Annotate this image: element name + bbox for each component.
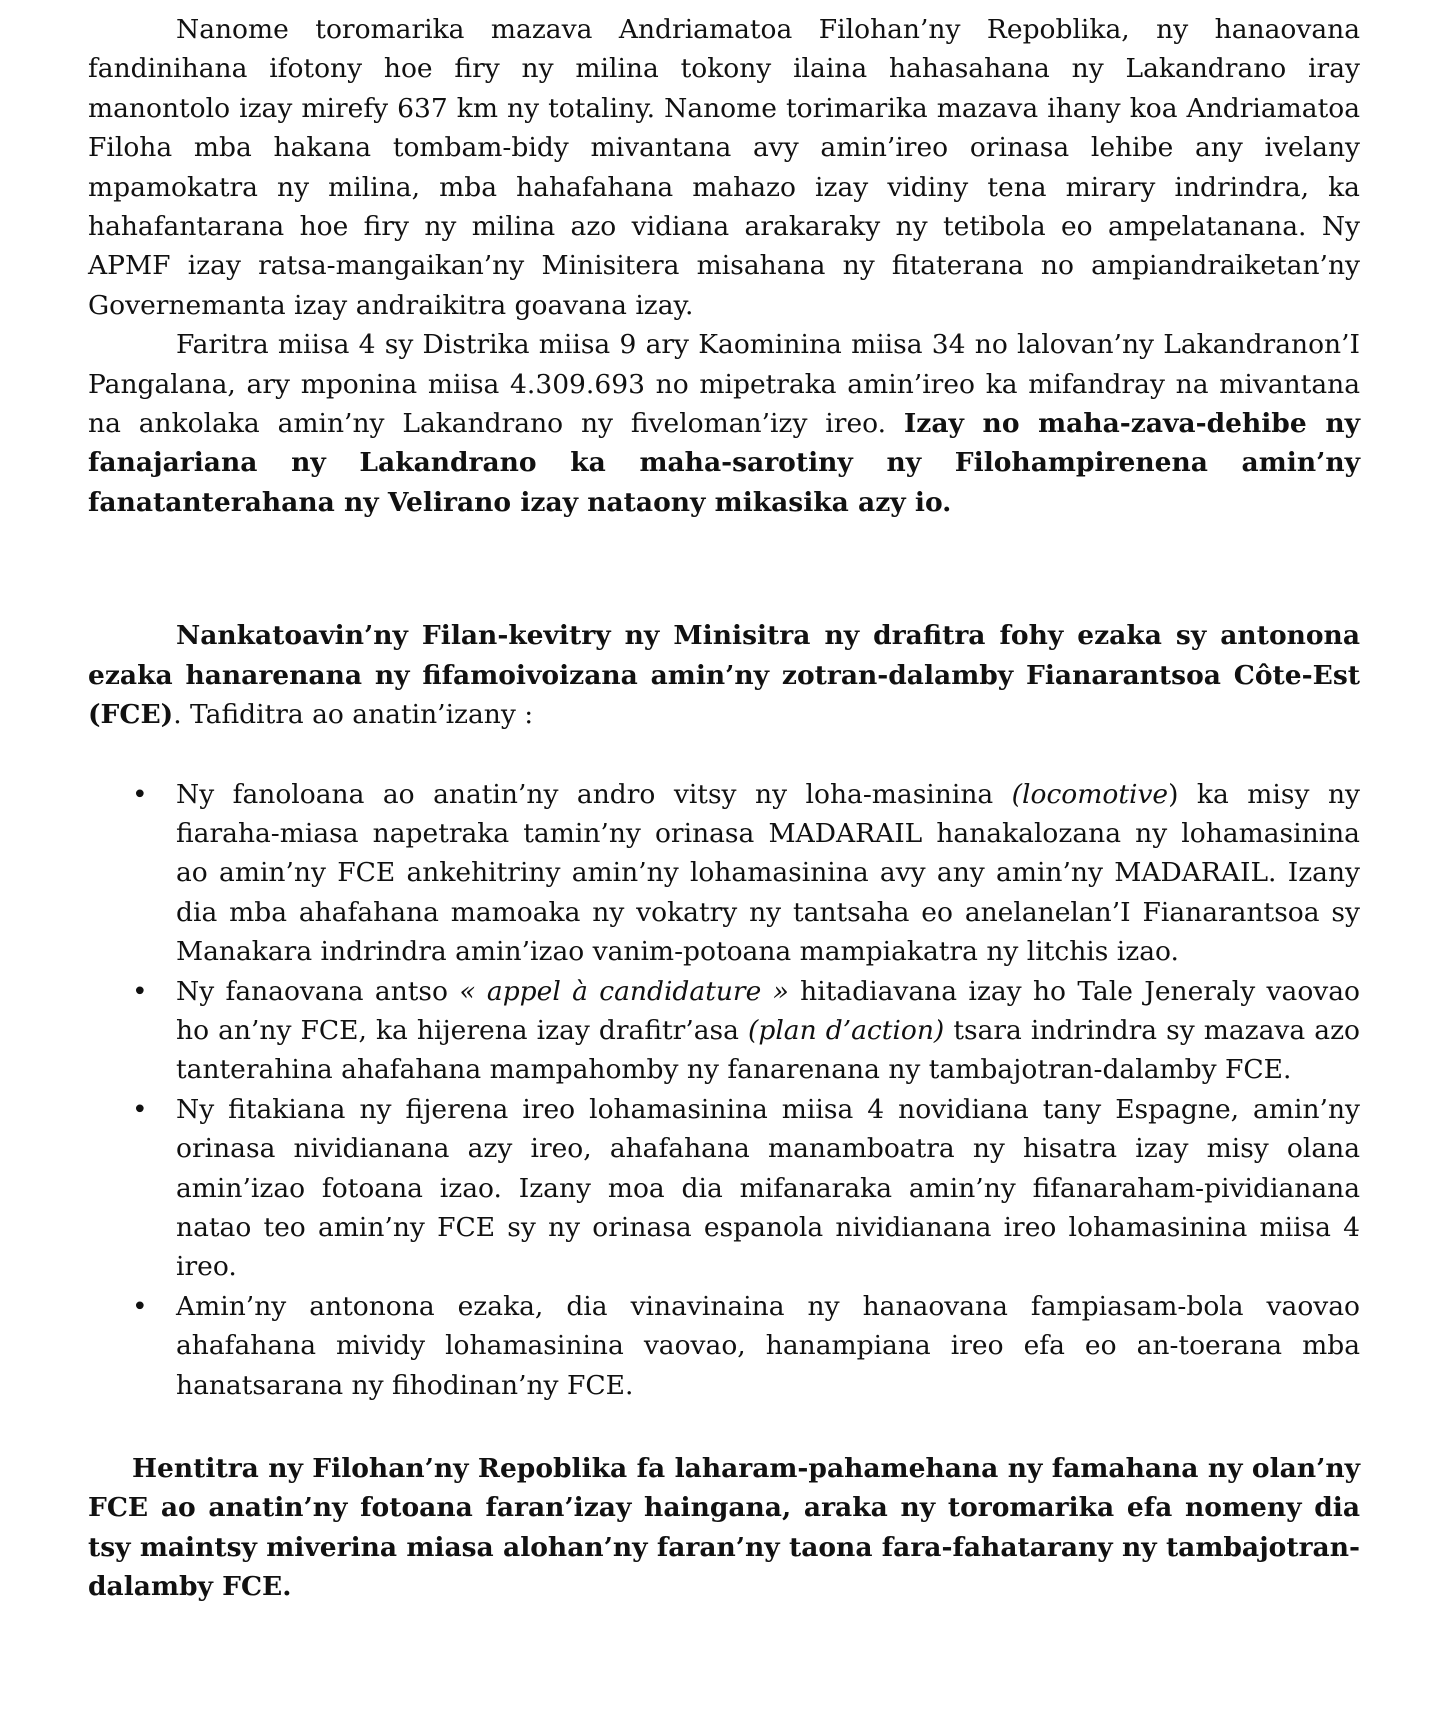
closing-paragraph bbox=[88, 1449, 1360, 1607]
section-heading-bold: Nankatoavin’ny Filan-kevitry ny Minisitra ny drafitra fohy ezaka sy antonona ezaka hanarenana ny fifamoivoizana amin’ny zotran-dalamby Fianarantsoa Côte-Est (FCE) bbox=[88, 620, 1360, 731]
bullet-icon: • bbox=[132, 1093, 148, 1125]
bullet-icon: • bbox=[132, 1290, 148, 1322]
list-item-text: Ny fitakiana ny fijerena ireo lohamasinina miisa 4 novidiana tany Espagne, amin’ny orinasa nividianana azy ireo, ahafahana manamboatra ny hisatra izay misy olana amin’izao fotoana izao. Izany moa dia mifanaraka amin’ny fifanaraham-pividianana natao teo amin’ny FCE sy ny orinasa espanola nividianana ireo lohamasinina miisa 4 ireo. bbox=[176, 1093, 1360, 1283]
paragraph-1-text: Nanome toromarika mazava Andriamatoa Filohan’ny Repoblika, ny hanaovana fandinihana ifotony hoe firy ny milina tokony ilaina hahasahana ny Lakandrano iray manontolo izay mirefy 637 km ny totaliny. Nanome torimarika mazava ihany koa Andriamatoa Filoha mba hakana tombam-bidy mivantana avy amin’ireo orinasa lehibe any ivelany mpamokatra ny milina, mba hahafahana mahazo izay vidiny tena mirary indrindra, ka hahafantarana hoe firy ny milina azo vidiana arakaraky ny tetibola eo ampelatanana. Ny APMF izay ratsa-mangaikan’ny Minisitera misahana ny fitaterana no ampiandraiketan’ny Governemanta izay andraikitra goavana izay. bbox=[88, 14, 1360, 321]
list-item bbox=[88, 972, 1360, 1090]
closing-gap bbox=[88, 1405, 1360, 1449]
bullet-icon: • bbox=[132, 975, 148, 1007]
section-heading-fce bbox=[88, 616, 1360, 734]
list-gap bbox=[88, 735, 1360, 775]
list-item-text: ) ka misy ny fiaraha-miasa napetraka tamin’ny orinasa MADARAIL hanakalozana ny lohamasinina ao amin’ny FCE ankehitriny amin’ny lohamasinina avy any amin’ny MADARAIL. Izany dia mba ahafahana mamoaka ny vokatry ny tantsaha eo anelanelan’I Fianarantsoa sy Manakara indrindra amin’izao vanim-potoana mampiakatra ny litchis izao. bbox=[176, 778, 1360, 968]
paragraph-pangalana-canal bbox=[88, 325, 1360, 522]
list-item bbox=[88, 1090, 1360, 1287]
list-item-text: Ny fanoloana ao anatin’ny andro vitsy ny loha-masinina bbox=[176, 778, 1012, 810]
document-page bbox=[88, 10, 1360, 1607]
section-heading-rest: . Tafiditra ao anatin’izany : bbox=[173, 699, 534, 731]
list-item bbox=[88, 1287, 1360, 1405]
list-item-italic: (plan d’action) bbox=[748, 1014, 945, 1046]
bullet-icon: • bbox=[132, 778, 148, 810]
list-item bbox=[88, 775, 1360, 972]
closing-text: Hentitra ny Filohan’ny Repoblika fa laharam-pahamehana ny famahana ny olan’ny FCE ao anatin’ny fotoana faran’izay haingana, araka ny toromarika efa nomeny dia tsy maintsy miverina miasa alohan’ny faran’ny taona fara-fahatarany ny tambajotran-dalamby FCE. bbox=[88, 1453, 1360, 1603]
list-item-italic: « appel à candidature » bbox=[459, 975, 789, 1007]
paragraph-2-bold-text: Izay no maha-zava-dehibe ny fanajariana ny Lakandrano ka maha-sarotiny ny Filohampirenena amin’ny fanatanterahana ny Velirano izay nataony mikasika azy io. bbox=[88, 408, 1361, 518]
paragraph-apmf-machines bbox=[88, 10, 1360, 325]
section-gap bbox=[88, 522, 1360, 616]
list-item-text: tsara indrindra sy mazava azo tanterahina ahafahana mampahomby ny fanarenana ny tambajotran-dalamby FCE. bbox=[176, 1014, 1360, 1086]
measures-list bbox=[88, 775, 1360, 1406]
list-item-text: Amin’ny antonona ezaka, dia vinavinaina ny hanaovana fampiasam-bola vaovao ahafahana mividy lohamasinina vaovao, hanampiana ireo efa eo an-toerana mba hanatsarana ny fihodinan’ny FCE. bbox=[176, 1290, 1360, 1401]
list-item-text: hitadiavana izay ho Tale Jeneraly vaovao ho an’ny FCE, ka hijerena izay drafitr’asa bbox=[176, 975, 1361, 1046]
list-item-italic: (locomotive bbox=[1011, 778, 1169, 810]
paragraph-2-text: Faritra miisa 4 sy Distrika miisa 9 ary Kaominina miisa 34 no lalovan’ny Lakandranon’I Pangalana, ary mponina miisa 4.309.693 no mipetraka amin’ireo ka mifandray na mivantana na ankolaka amin’ny Lakandrano ny fiveloman’izy ireo. bbox=[88, 329, 1360, 440]
list-item-text: Ny fanaovana antso bbox=[176, 975, 460, 1007]
